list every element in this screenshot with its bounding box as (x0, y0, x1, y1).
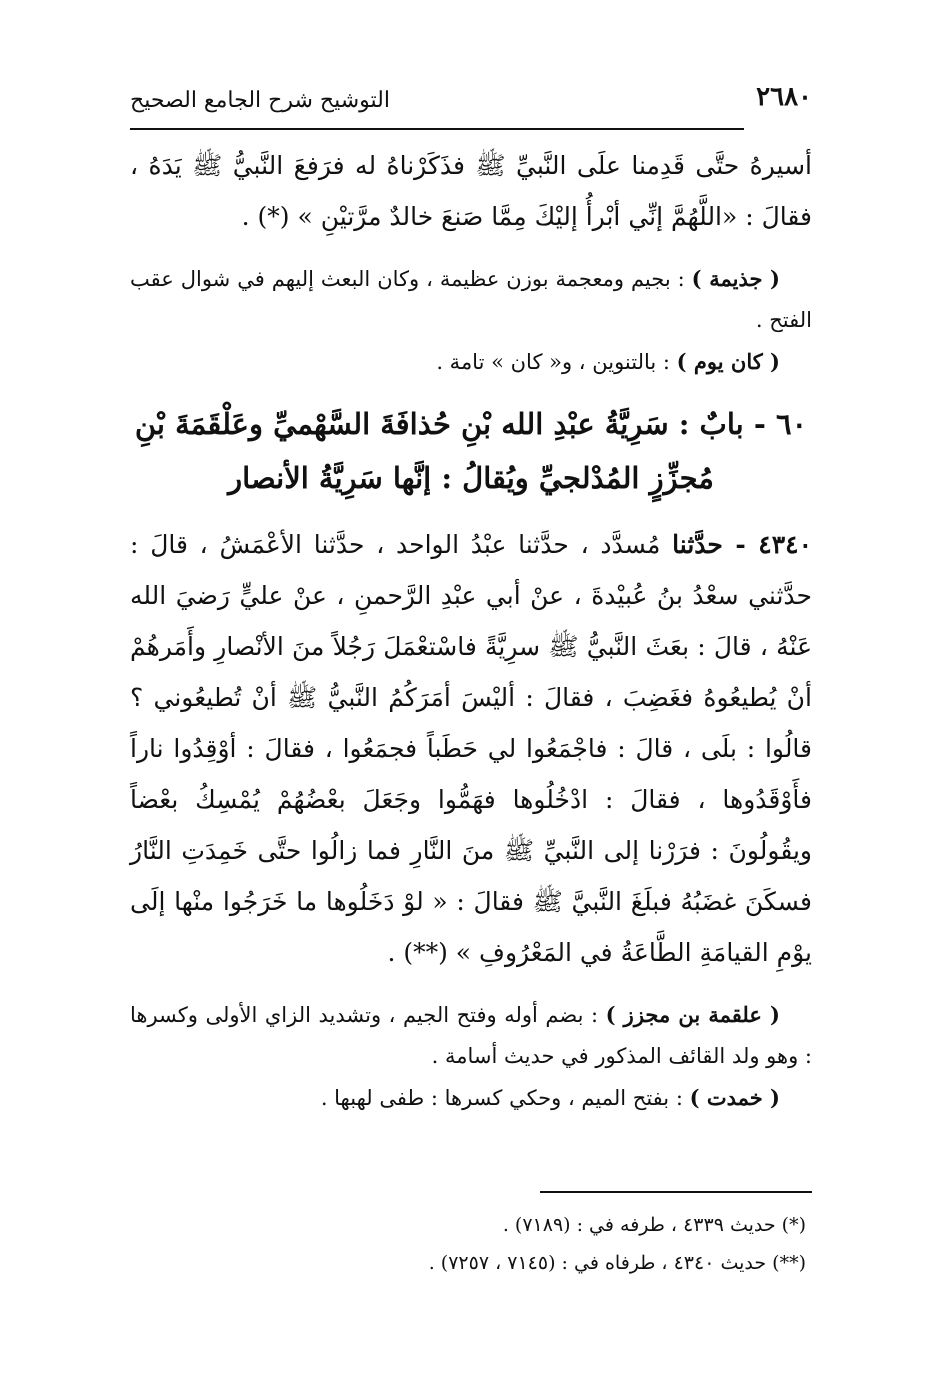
page-number: ٢٦٨٠ (756, 82, 812, 112)
note-text: : بالتنوين ، و« كان » تامة . (436, 350, 677, 374)
commentary-note (130, 994, 812, 1077)
commentary-note (130, 341, 812, 383)
note-term: ( كان يوم ) (676, 349, 780, 374)
hadith-paragraph (130, 519, 812, 978)
note-term: ( علقمة بن مجزز ) (605, 1002, 780, 1027)
footnote-divider (540, 1191, 812, 1193)
hadith-continuation: أسيرهُ حتَّى قَدِمنا علَى النَّبيِّ ﷺ فذَكَرْناهُ له فرَفعَ النَّبيُّ ﷺ يَدَهُ ، فقالَ : «اللَّهُمَّ إنِّي أبْرأُ إليْكَ مِمَّا صَنعَ خالدٌ مرَّتيْنِ » (*) . (130, 151, 812, 231)
note-term: ( جذيمة ) (691, 266, 780, 291)
page-body (130, 140, 812, 1119)
footnote: (*) حديث ٤٣٣٩ ، طرفه في : (٧١٨٩) . (502, 1214, 806, 1236)
running-title: التوشيح شرح الجامع الصحيح (130, 88, 390, 113)
footnote: (**) حديث ٤٣٤٠ ، طرفاه في : (٧١٤٥ ، ٧٢٥٧) . (428, 1252, 806, 1274)
hadith-text: مُسدَّد ، حدَّثنا عبْدُ الواحد ، حدَّثنا الأعْمَشُ ، قالَ : حدَّثني سعْدُ بنُ عُبيْدةَ ، عنْ أبي عبْدِ الرَّحمنِ ، عنْ عليٍّ رَضيَ الله عَنْهُ ، قالَ : بعَثَ النَّبيُّ ﷺ سرِيَّةً فاسْتعْمَلَ رَجُلاً منَ الأنْصارِ وأَمَرهُمْ أنْ يُطيعُوهُ فغَضِبَ ، فقالَ : أليْسَ أمَرَكُمُ النَّبيُّ ﷺ أنْ تُطيعُوني ؟ قالُوا : بلَى ، قالَ : فاجْمَعُوا لي حَطَباً فجمَعُوا ، فقالَ : أوْقِدُوا ناراً فأَوْقَدُوها ، فقالَ : ادْخُلُوها فهَمُّوا وجَعَلَ بعْضُهُمْ يُمْسِكُ بعْضاً ويقُولُونَ : فرَرْنا إلى النَّبيِّ ﷺ منَ النَّارِ فما زالُوا حتَّى خَمِدَتِ النَّارُ فسكَنَ غضَبُهُ فبلَغَ النَّبيَّ ﷺ فقالَ : « لوْ دَخَلُوها ما خَرَجُوا منْها إلَى يوْمِ القيامَةِ الطَّاعَةُ في المَعْرُوفِ » (**) . (130, 530, 812, 967)
note-text: : بفتح الميم ، وحكي كسرها : طفى لهبها . (320, 1086, 690, 1110)
note-text: : بجيم ومعجمة بوزن عظيمة ، وكان البعث إليهم في شوال عقب الفتح . (130, 267, 812, 332)
hadith-number: ٤٣٤٠ - حدَّثنا (672, 530, 812, 559)
header-divider (130, 128, 744, 130)
note-term: ( خمدت ) (689, 1085, 780, 1110)
commentary-note (130, 1077, 812, 1119)
page-header (130, 82, 812, 122)
chapter-heading: ٦٠ - بابٌ : سَرِيَّةُ عبْدِ الله بْنِ حُذافَةَ السَّهْميِّ وعَلْقَمَةَ بْنِ مُجزِّزٍ المُدْلجيِّ ويُقالُ : إنَّها سَرِيَّةُ الأنصار (134, 407, 808, 495)
note-text: : بضم أوله وفتح الجيم ، وتشديد الزاي الأولى وكسرها : وهو ولد القائف المذكور في حديث أسامة . (130, 1003, 812, 1068)
footnotes (130, 1206, 812, 1282)
commentary-note (130, 258, 812, 341)
